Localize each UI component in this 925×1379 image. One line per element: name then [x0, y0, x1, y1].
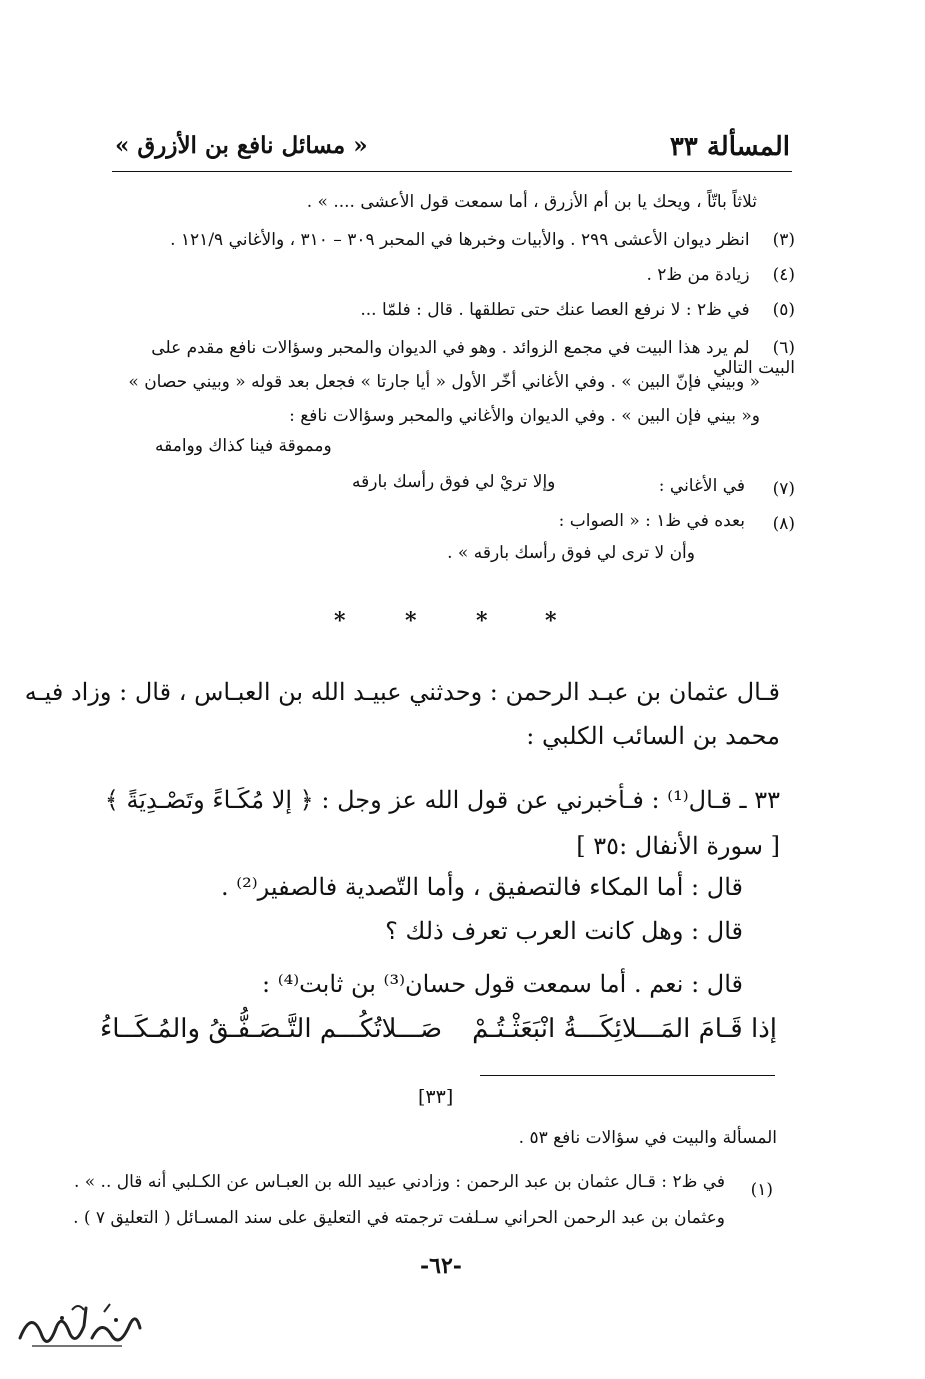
question-line-1: ٣٣ ـ قـال⁽¹⁾ : فـأخبرني عن قول الله عز وجل : ﴿ إلا مُكَـاءً وتَصْـدِيَةً ﴾: [104, 786, 780, 814]
footnote-text: في ظ٢ : لا نرفع العصا عنك حتى تطلقها . قال : فلمّا ...: [360, 300, 750, 320]
footnote-4: [115, 265, 795, 285]
intro-line-2: محمد بن السائب الكلبي :: [526, 722, 780, 750]
footnote-3: [115, 230, 795, 250]
page-number: -٦٢-: [420, 1253, 462, 1279]
poem-first-hemistich: إذا قَـامَ المَـــلائِكَـــةُ انْبَعَثْـتُـمْ: [472, 1014, 777, 1044]
footnote-6-verse: ومموقة فينا كذاك ووامقه: [155, 436, 332, 456]
answer-line-1: قال : أما المكاء فالتصفيق ، وأما التّصدية فالصفير⁽²⁾ .: [221, 873, 743, 901]
separator-star: *: [405, 608, 417, 634]
footnote-6-line3: و« بيني فإن البين » . وفي الديوان والأغاني والمحبر وسؤالات نافع :: [289, 406, 760, 426]
answer-line-2: قال : وهل كانت العرب تعرف ذلك ؟: [385, 917, 743, 945]
intro-line-1: قـال عثمان بن عبـد الرحمن : وحدثني عبيـد الله بن العبـاس ، قال : وزاد فيـه: [24, 678, 780, 706]
footnote-8-number: (٨): [772, 514, 795, 534]
note-1-text: في ظ٢ : قـال عثمان بن عبد الرحمن : وزادني عبيد الله بن العبـاس عن الكـلبي أنه قال .. » .: [73, 1172, 725, 1192]
footnote-7-verse: وإلا تريْ لي فوق رأسك بارقه: [352, 472, 556, 492]
footnote-6-line2: « وبيني فإنّ البين » . وفي الأغاني أخّر الأول « أيا جارتا » فجعل بعد قوله « وبيني حصان »: [128, 372, 760, 392]
answer-line-3: قال : نعم . أما سمعت قول حسان⁽³⁾ بن ثابت⁽⁴⁾ :: [261, 970, 743, 998]
section-title: المسألة ٣٣: [669, 132, 790, 162]
header-rule: [112, 171, 792, 172]
surah-reference: [ سورة الأنفال :٣٥ ]: [576, 832, 780, 860]
note-1-number: (١): [750, 1180, 773, 1200]
footnote-rule: [480, 1075, 775, 1076]
footnote-number: (٦): [772, 338, 795, 358]
poem-second-hemistich: صَـــلاتُكُـــم التَّـصَـفُّـقُ والمُـكَــاءُ: [100, 1014, 443, 1044]
separator-star: *: [476, 608, 488, 634]
separator-star: *: [545, 608, 557, 634]
separator-star: *: [334, 608, 346, 634]
source-note: المسألة والبيت في سؤالات نافع ٥٣ .: [518, 1128, 777, 1148]
footnote-continuation: ثلاثاً باتّاً ، ويحك يا بن أم الأزرق ، أما سمعت قول الأعشى .... » .: [306, 192, 757, 212]
footnote-8-verse: وأن لا ترى لي فوق رأسك بارقه » .: [447, 543, 695, 563]
footnote-7-number: (٧): [772, 479, 795, 499]
note-1-line2: وعثمان بن عبد الرحمن الحراني سـلفت ترجمته في التعليق على سند المسـائل ( التعليق ٧ ) .: [73, 1208, 725, 1228]
entry-number-marker: [٣٣]: [418, 1086, 454, 1108]
calligraphy-stamp-logo: [12, 1298, 147, 1358]
footnote-text: انظر ديوان الأعشى ٢٩٩ . والأبيات وخبرها في المحبر ٣٠٩ – ٣١٠ ، والأغاني ١٢١/٩ .: [170, 230, 750, 250]
book-title: « مسائل نافع بن الأزرق »: [115, 132, 368, 159]
footnote-number: (٥): [772, 300, 795, 320]
footnote-text: زيادة من ظ٢ .: [646, 265, 750, 285]
footnote-number: (٣): [772, 230, 795, 250]
footnote-number: (٤): [772, 265, 795, 285]
footnote-8-text: بعده في ظ١ : « الصواب :: [558, 511, 745, 531]
footnote-text: لم يرد هذا البيت في مجمع الزوائد . وهو في الديوان والمحبر وسؤالات نافع مقدم على البيت التالي: [151, 338, 795, 378]
footnote-5: [115, 300, 795, 320]
footnote-7-label: في الأغاني :: [658, 476, 745, 496]
